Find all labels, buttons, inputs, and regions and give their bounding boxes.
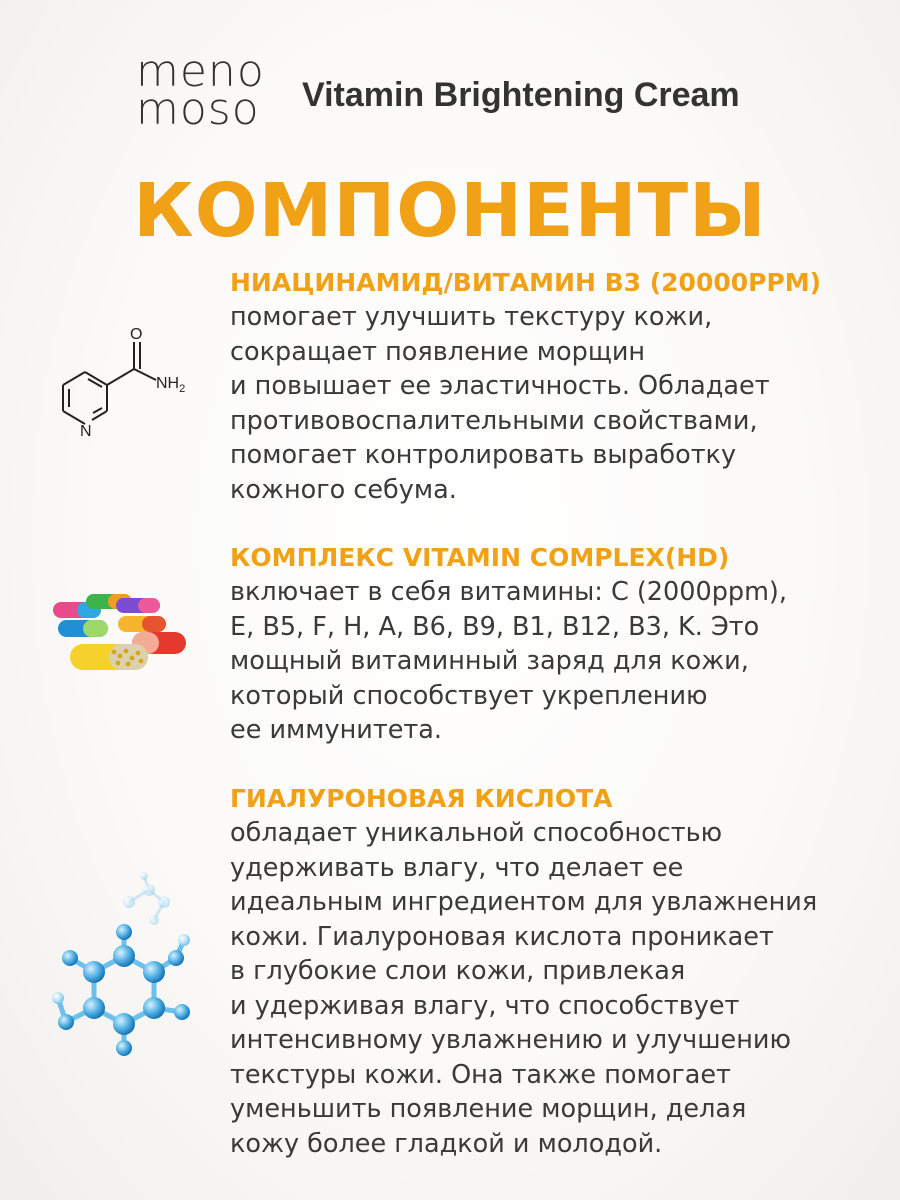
page-title: КОМПОНЕНТЫ (133, 168, 767, 254)
body-line: обладает уникальной способностью (230, 818, 723, 848)
body-line: идеальным ингредиентом для увлажнения (230, 887, 818, 917)
body-line: текстуры кожи. Она также помогает (230, 1059, 731, 1090)
body-line: кожного себума. (230, 474, 457, 505)
body-line: помогает контролировать выработку (230, 440, 737, 470)
oxygen-label: O (130, 326, 143, 343)
vitamin-capsules-icon (48, 588, 194, 684)
body-line: и удерживая влагу, что способствует (230, 990, 740, 1021)
body-line: помогает улучшить текстуру кожи, (230, 302, 713, 332)
body-line: включает в себя витамины: C (2000ppm), (230, 577, 787, 607)
section-heading: НИАЦИНАМИД/ВИТАМИН B3 (20000PPM) (230, 268, 822, 297)
hyaluronic-molecule-icon (44, 872, 204, 1062)
body-line: в глубокие слои кожи, привлекая (230, 956, 686, 986)
body-line: мощный витаминный заряд для кожи, (230, 646, 749, 676)
amine-label: $NH_2$ (156, 375, 186, 395)
nitrogen-label: N (80, 423, 92, 440)
body-line: E, B5, F, H, A, B6, B9, B1, B12, B3, K. Это (230, 611, 760, 642)
section-body (230, 575, 890, 748)
body-line: ее иммунитета. (230, 715, 442, 745)
niacinamide-molecule-icon (48, 322, 208, 440)
section-heading: ГИАЛУРОНОВАЯ КИСЛОТА (230, 784, 613, 813)
logo-line-1: meno (136, 46, 265, 97)
body-line: интенсивному увлажнению и улучшению (230, 1025, 791, 1055)
product-name: Vitamin Brightening Cream (302, 76, 740, 114)
body-line: и повышает ее эластичность. Обладает (230, 371, 770, 401)
section-hyaluronic-acid (230, 782, 890, 1161)
body-line: кожу более гладкой и молодой. (230, 1128, 663, 1159)
body-line: удерживать влагу, что делает ее (230, 852, 684, 883)
logo-line-2: moso (136, 84, 260, 135)
body-line: противовоспалительными свойствами, (230, 405, 758, 436)
body-line: кожи. Гиалуроновая кислота проникает (230, 921, 774, 952)
section-niacinamide (230, 266, 890, 507)
body-line: уменьшить появление морщин, делая (230, 1094, 747, 1124)
section-heading: КОМПЛЕКС VITAMIN COMPLEX(HD) (230, 543, 730, 572)
section-body (230, 816, 890, 1161)
body-line: который способствует укреплению (230, 680, 708, 711)
brand-logo (136, 46, 265, 135)
body-line: сокращает появление морщин (230, 336, 646, 367)
section-body (230, 300, 890, 507)
section-vitamin-complex (230, 541, 890, 748)
